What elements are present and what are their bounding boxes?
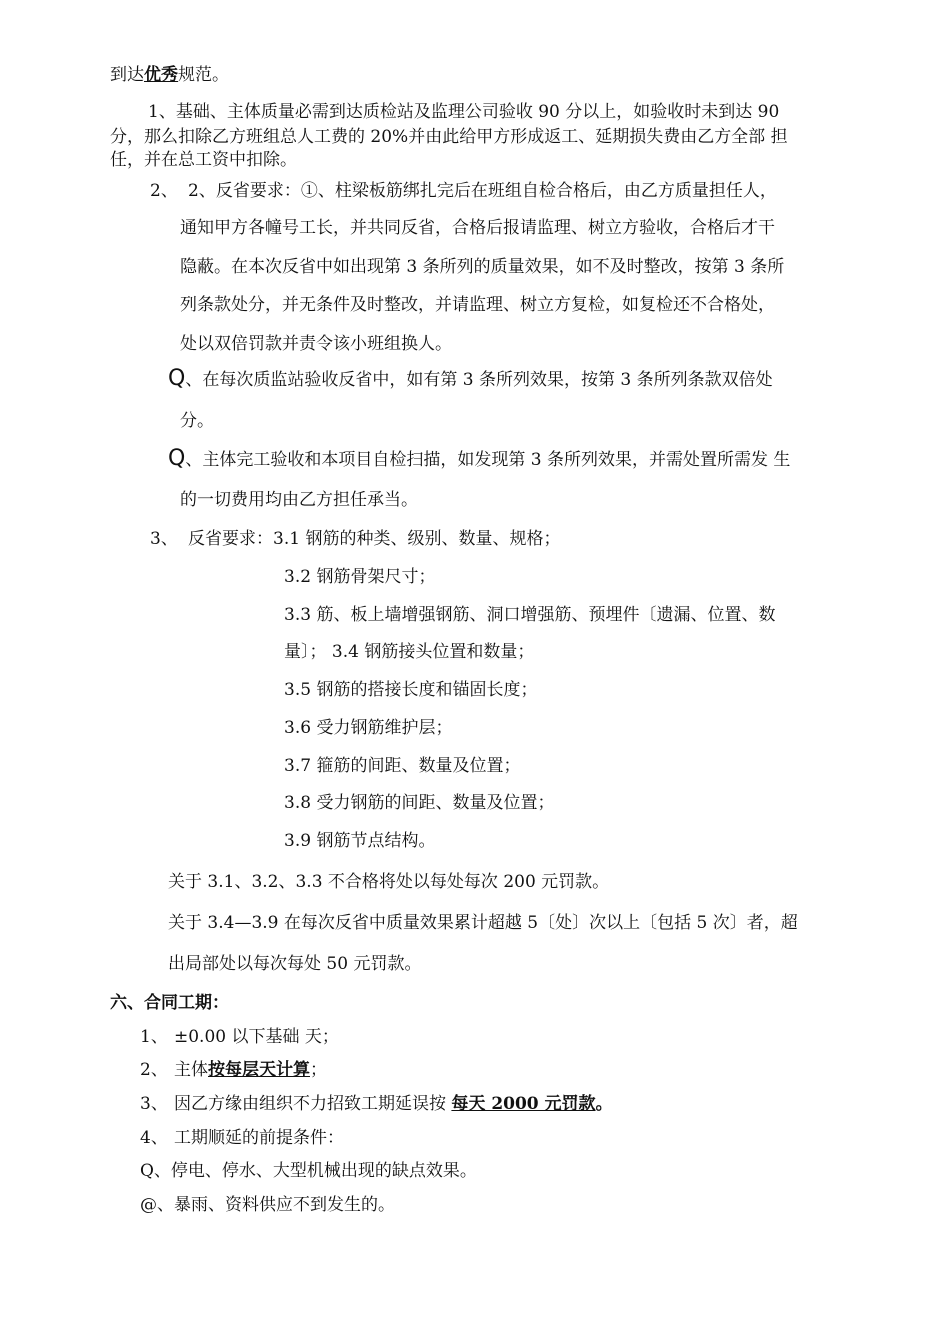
- s6-item3-emphasis: 每天 2000 元罚款: [451, 1094, 596, 1114]
- item2-sub1-line2: 分。: [180, 411, 214, 431]
- sub2-bullet: Q: [168, 446, 186, 471]
- item3-point-3-8: 3.8 受力钢筋的间距、数量及位置；: [284, 793, 555, 813]
- item3-number: 3、: [150, 529, 178, 549]
- item1-line3: 任，并在总工资中扣除。: [110, 150, 297, 170]
- item3-point-3-3a: 3.3 筋、板上墙增强钢筋、洞口增强筋、预埋件〔遗漏、位置、数: [284, 605, 776, 625]
- s6-item4-number: 4、: [140, 1128, 168, 1148]
- item2-sub1-line1: Q、在每次质监站验收反省中，如有第 3 条所列效果，按第 3 条所列条款双倍处: [168, 366, 773, 391]
- s6-item2-text: 主体按每层天计算；: [174, 1060, 327, 1080]
- item3-point-3-5: 3.5 钢筋的搭接长度和锚固长度；: [284, 680, 538, 700]
- item3-point-3-6: 3.6 受力钢筋维护层；: [284, 718, 453, 738]
- item3-heading: 反省要求：3.1 钢筋的种类、级别、数量、规格；: [188, 529, 561, 549]
- s6-item3-number: 3、: [140, 1094, 168, 1114]
- item2-line3: 隐蔽。在本次反省中如出现第 3 条所列的质量效果，如不及时整改，按第 3 条所: [180, 257, 785, 277]
- intro-line: 到达优秀规范。: [110, 65, 229, 85]
- item3-penalty1: 关于 3.1、3.2、3.3 不合格将处以每处每次 200 元罚款。: [168, 872, 610, 892]
- item2-sub2-line2: 的一切费用均由乙方担任承当。: [180, 490, 418, 510]
- item2-line1: 2、反省要求：①、柱梁板筋绑扎完后在班组自检合格后，由乙方质量担任人，: [188, 181, 777, 201]
- item2-line5: 处以双倍罚款并责令该小班组换人。: [180, 334, 452, 354]
- item3-point-3-7: 3.7 箍筋的间距、数量及位置；: [284, 756, 521, 776]
- s6-condition1: Q、停电、停水、大型机械出现的缺点效果。: [140, 1161, 477, 1181]
- item2-line4: 列条款处分，并无条件及时整改，并请监理、树立方复检，如复检还不合格处，: [180, 295, 775, 315]
- item3-point-3-9: 3.9 钢筋节点结构。: [284, 831, 436, 851]
- condition1-bullet: Q: [140, 1161, 154, 1181]
- item3-penalty2-line2: 出局部处以每次每处 50 元罚款。: [168, 954, 422, 974]
- item3-point-3-3b: 量〕； 3.4 钢筋接头位置和数量；: [284, 642, 535, 662]
- s6-item2-number: 2、: [140, 1060, 168, 1080]
- item1-line2: 分，那么扣除乙方班组总人工费的 20%并由此给甲方形成返工、延期损失费由乙方全部 担: [110, 127, 788, 147]
- section6-title: 六、合同工期：: [110, 993, 229, 1013]
- s6-item1-number: 1、: [140, 1027, 168, 1047]
- s6-item4-text: 工期顺延的前提条件：: [174, 1128, 344, 1148]
- s6-condition2: @、暴雨、资料供应不到发生的。: [140, 1195, 395, 1215]
- item1-line1: 1、基础、主体质量必需到达质检站及监理公司验收 90 分以上，如验收时未到达 90: [148, 102, 780, 122]
- item2-line2: 通知甲方各幢号工长，并共同反省，合格后报请监理、树立方验收，合格后才干: [180, 218, 775, 238]
- sub1-bullet: Q: [168, 366, 186, 391]
- condition2-bullet: @: [140, 1195, 157, 1215]
- s6-item3-text: 因乙方缘由组织不力招致工期延误按 每天 2000 元罚款。: [174, 1094, 613, 1114]
- intro-emphasis: 优秀: [144, 65, 178, 85]
- item2-number: 2、: [150, 181, 178, 201]
- item2-sub2-line1: Q、主体完工验收和本项目自检扫描，如发现第 3 条所列效果，并需处置所需发 生: [168, 446, 791, 471]
- s6-item1-text: ±0.00 以下基础 天；: [174, 1027, 339, 1047]
- item3-point-3-2: 3.2 钢筋骨架尺寸；: [284, 567, 436, 587]
- s6-item2-emphasis: 按每层天计算: [208, 1060, 310, 1080]
- item3-penalty2-line1: 关于 3.4—3.9 在每次反省中质量效果累计超越 5〔处〕次以上〔包括 5 次〕者，超: [168, 913, 798, 933]
